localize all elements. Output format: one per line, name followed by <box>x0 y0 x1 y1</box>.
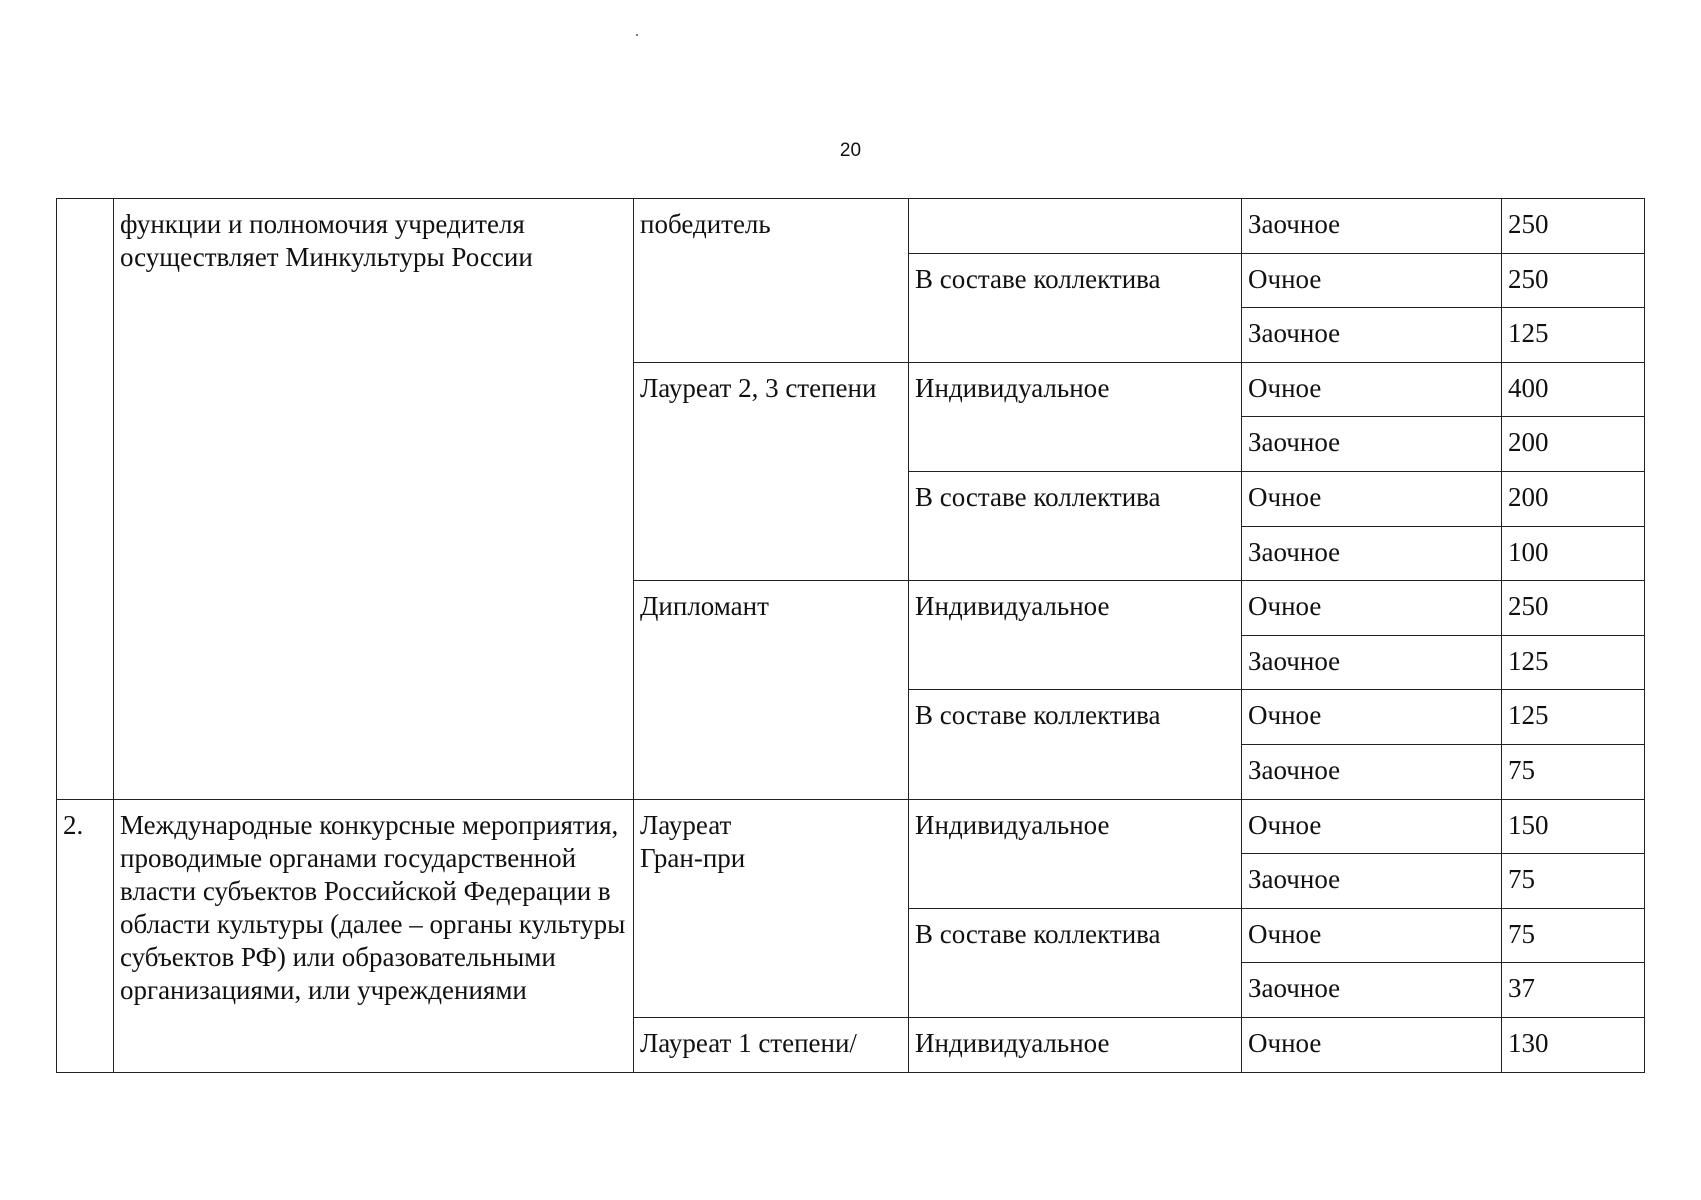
award-cell: Лауреат 2, 3 степени <box>634 362 909 580</box>
form-cell: Заочное <box>1242 744 1502 799</box>
value-cell: 75 <box>1502 744 1645 799</box>
value-cell: 150 <box>1502 799 1645 854</box>
form-cell: Заочное <box>1242 854 1502 909</box>
award-cell: Лауреат 1 степени/ <box>634 1017 909 1072</box>
award-cell: победитель <box>634 199 909 363</box>
form-cell: Заочное <box>1242 199 1502 254</box>
value-cell: 250 <box>1502 199 1645 254</box>
value-cell: 37 <box>1502 963 1645 1018</box>
participation-cell: В составе коллектива <box>909 253 1242 362</box>
participation-cell: В составе коллектива <box>909 690 1242 799</box>
event-description-cell: Международные конкурсные мероприятия, проводимые органами государственной власти субъектов Российской Федерации в области культуры (далее – органы культуры субъектов РФ) или образовательными организациями, или учреждениями <box>114 799 634 1072</box>
award-cell: Дипломант <box>634 581 909 799</box>
form-cell: Очное <box>1242 799 1502 854</box>
participation-cell: В составе коллектива <box>909 908 1242 1017</box>
participation-cell: Индивидуальное <box>909 1017 1242 1072</box>
form-cell: Заочное <box>1242 635 1502 690</box>
value-cell: 125 <box>1502 635 1645 690</box>
value-cell: 400 <box>1502 362 1645 417</box>
participation-cell: Индивидуальное <box>909 362 1242 471</box>
table-row <box>57 199 1645 254</box>
scan-speck <box>636 34 638 36</box>
form-cell: Заочное <box>1242 963 1502 1018</box>
participation-cell: В составе коллектива <box>909 471 1242 580</box>
form-cell: Очное <box>1242 581 1502 636</box>
form-cell: Заочное <box>1242 526 1502 581</box>
form-cell: Очное <box>1242 253 1502 308</box>
value-cell: 130 <box>1502 1017 1645 1072</box>
tariff-table <box>56 198 1645 1073</box>
form-cell: Заочное <box>1242 417 1502 472</box>
value-cell: 100 <box>1502 526 1645 581</box>
form-cell: Очное <box>1242 1017 1502 1072</box>
form-cell: Очное <box>1242 471 1502 526</box>
value-cell: 250 <box>1502 253 1645 308</box>
form-cell: Очное <box>1242 690 1502 745</box>
table-row <box>57 799 1645 854</box>
form-cell: Очное <box>1242 908 1502 963</box>
value-cell: 125 <box>1502 690 1645 745</box>
event-description-cell: функции и полномочия учредителя осуществляет Минкультуры России <box>114 199 634 800</box>
award-cell: Лауреат Гран-при <box>634 799 909 1017</box>
row-number-cell <box>57 199 114 800</box>
participation-cell: Индивидуальное <box>909 581 1242 690</box>
row-number-cell: 2. <box>57 799 114 1072</box>
value-cell: 250 <box>1502 581 1645 636</box>
value-cell: 200 <box>1502 417 1645 472</box>
value-cell: 125 <box>1502 308 1645 363</box>
page-number: 20 <box>839 140 862 161</box>
value-cell: 75 <box>1502 854 1645 909</box>
participation-cell: Индивидуальное <box>909 799 1242 908</box>
form-cell: Заочное <box>1242 308 1502 363</box>
value-cell: 75 <box>1502 908 1645 963</box>
form-cell: Очное <box>1242 362 1502 417</box>
participation-cell <box>909 199 1242 254</box>
value-cell: 200 <box>1502 471 1645 526</box>
